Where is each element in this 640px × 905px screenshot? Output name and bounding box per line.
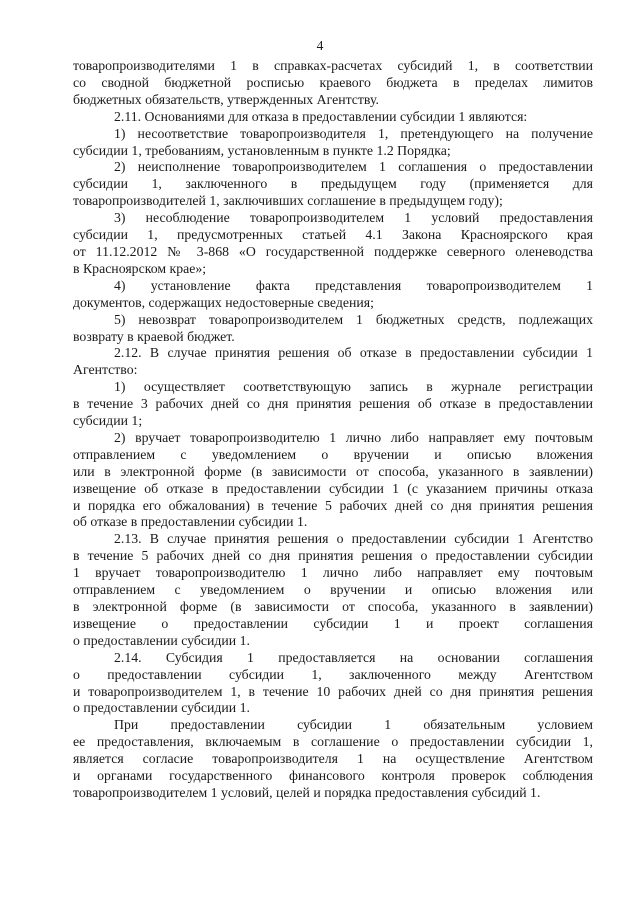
text-line: и органами государственного финансового контроля проверок соблюдения <box>73 768 593 784</box>
text-line: 5) невозврат товаропроизводителем 1 бюджетных средств, подлежащих <box>114 311 593 327</box>
text-line: При предоставлении субсидии 1 обязательным условием <box>114 717 593 733</box>
text-line: 1 вручает товаропроизводителю 1 лично либо направляет ему почтовым <box>73 565 593 581</box>
text-line: о предоставлении субсидии 1. <box>73 700 250 716</box>
paragraph <box>73 109 593 126</box>
paragraph <box>73 58 593 109</box>
text-line: об отказе в предоставлении субсидии 1. <box>73 514 308 530</box>
text-line: о предоставлении субсидии 1, заключенного между Агентством <box>73 666 593 682</box>
text-line: 1) несоответствие товаропроизводителя 1, претендующего на получение <box>114 125 593 141</box>
text-line: товаропроизводителями 1 в справках-расчетах субсидий 1, в соответствии <box>73 58 593 73</box>
text-line: со сводной бюджетной росписью краевого бюджета в пределах лимитов <box>73 74 593 90</box>
paragraph <box>73 312 593 346</box>
text-line: является согласие товаропроизводителя 1 на осуществление Агентством <box>73 751 593 767</box>
text-line: возврату в краевой бюджет. <box>73 328 235 344</box>
text-line: в электронной форме (в зависимости от способа, указанного в заявлении) <box>73 599 593 614</box>
text-line: отправлением с уведомлением о вручении и описью вложения <box>73 446 593 462</box>
page-number: 4 <box>316 38 324 53</box>
text-line: о предоставлении субсидии 1. <box>73 632 250 648</box>
text-line: субсидии 1; <box>73 413 143 429</box>
paragraph <box>73 650 593 718</box>
paragraph <box>73 159 593 210</box>
text-line: и порядка его обжалования) в течение 5 рабочих дней со дня принятия решения <box>73 497 593 513</box>
text-line: Агентство: <box>73 362 138 378</box>
text-line: отправлением с уведомлением о вручении и описью вложения или <box>73 582 593 598</box>
text-line: субсидии 1, предусмотренных статьей 4.1 Закона Красноярского края <box>73 227 593 243</box>
paragraph <box>73 531 593 649</box>
text-line: в течение 3 рабочих дней со дня принятия решения об отказе в предоставлении <box>73 396 593 412</box>
text-line: товаропроизводителей 1, заключивших соглашение в предыдущем году); <box>73 193 503 209</box>
text-line: и товаропроизводителем 1, в течение 10 рабочих дней со дня принятия решения <box>73 683 593 699</box>
paragraph <box>73 717 593 802</box>
text-line: 2) неисполнение товаропроизводителем 1 соглашения о предоставлении <box>114 159 593 175</box>
text-line: извещение о предоставлении субсидии 1 и проект соглашения <box>73 615 593 631</box>
text-line: 3) несоблюдение товаропроизводителем 1 условий предоставления <box>114 210 593 226</box>
text-line: бюджетных обязательств, утвержденных Агентству. <box>73 91 379 107</box>
paragraph <box>73 278 593 312</box>
text-line: или в электронной форме (в зависимости от способа, указанного в заявлении) <box>73 463 593 479</box>
text-line: документов, содержащих недостоверные сведения; <box>73 294 374 310</box>
paragraph <box>73 379 593 430</box>
text-line: товаропроизводителем 1 условий, целей и порядка предоставления субсидий 1. <box>73 784 541 800</box>
text-line: 2.13. В случае принятия решения о предоставлении субсидии 1 Агентство <box>114 531 593 547</box>
text-line: 2.11. Основаниями для отказа в предоставлении субсидии 1 являются: <box>114 108 528 124</box>
text-line: от 11.12.2012 № 3-868 «О государственной поддержке северного оленеводства <box>73 243 593 259</box>
text-line: 2) вручает товаропроизводителю 1 лично либо направляет ему почтовым <box>114 429 593 445</box>
paragraph <box>73 210 593 278</box>
text-line: ее предоставления, включаемым в соглашение о предоставлении субсидии 1, <box>73 734 593 750</box>
text-line: субсидии 1, заключенного в предыдущем году (применяется для <box>73 176 593 192</box>
text-line: в Красноярском крае»; <box>73 260 207 276</box>
paragraph <box>73 430 593 531</box>
paragraph <box>73 126 593 160</box>
text-line: субсидии 1, требованиям, установленным в пункте 1.2 Порядка; <box>73 142 451 158</box>
paragraph <box>73 345 593 379</box>
text-line: 2.12. В случае принятия решения об отказе в предоставлении субсидии 1 <box>114 345 593 361</box>
text-line: 1) осуществляет соответствующую запись в журнале регистрации <box>114 379 593 395</box>
text-line: в течение 5 рабочих дней со дня принятия решения о предоставлении субсидии <box>73 548 593 564</box>
text-line: 2.14. Субсидия 1 предоставляется на основании соглашения <box>114 649 593 665</box>
text-line: извещение об отказе в предоставлении субсидии 1 (с указанием причины отказа <box>73 480 593 496</box>
document-body <box>73 58 593 802</box>
text-line: 4) установление факта представления товаропроизводителем 1 <box>114 277 593 293</box>
